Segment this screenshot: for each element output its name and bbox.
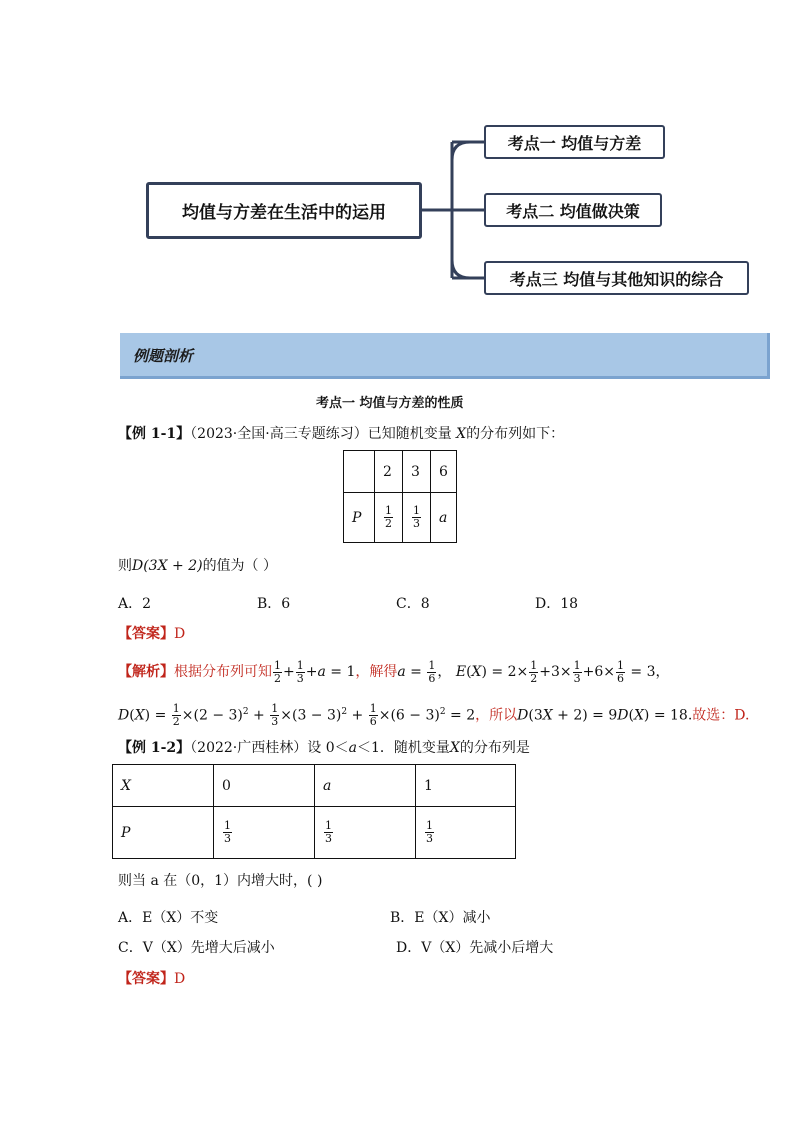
ex2-option-c: C．V（X）先增大后减小	[118, 940, 275, 956]
ex2-question: 则当 a 在（0，1）内增大时，( )	[118, 873, 323, 889]
ex1-question: 则D(3X + 2)的值为（ ）	[118, 558, 278, 574]
ex1-rest: 的分布列如下：	[466, 426, 565, 442]
ex1-option-a: A．2	[118, 596, 152, 612]
ex1-statement	[118, 424, 564, 444]
ex2-option-a: A．E（X）不变	[118, 910, 219, 926]
ex1-table-p1: $\frac{1}{2}$	[375, 493, 403, 543]
banner-title: 例题剖析	[133, 347, 194, 365]
ex1-table-x3: 6	[431, 451, 457, 493]
ex2-table-x1: 0	[214, 765, 315, 807]
ex2-table-p1: $\frac{1}{3}$	[214, 807, 315, 859]
ex1-table-p2: $\frac{1}{3}$	[403, 493, 431, 543]
ex1-table-corner	[344, 451, 375, 493]
ex2-table-p-label: P	[113, 807, 214, 859]
ex1-analysis-line2: D(X) = $\frac{1}{2}$ $\times(2 - 3)^2$ + $\frac{1}{3}$ $\times(3 - 3)^2$ + $\frac{1}{6}$ $\times(6 - 3)^2 = 2$，所以D(3X + 2) = 9D(X) = 18.故选：D.	[118, 702, 750, 729]
ex1-table-x2: 3	[403, 451, 431, 493]
ex1-option-c: C．8	[396, 596, 430, 612]
ex1-option-b: B．6	[257, 596, 291, 612]
ex1-distribution-table	[343, 450, 457, 543]
ex1-source: （2023·全国·高三专题练习）已知随机变量	[190, 426, 452, 442]
section-title: 考点一 均值与方差的性质	[316, 396, 464, 411]
ex2-table-x2: a	[315, 765, 416, 807]
ex1-table-p3: a	[431, 493, 457, 543]
mindmap-branch-1: 考点一 均值与方差	[484, 125, 665, 159]
ex1-table-x1: 2	[375, 451, 403, 493]
ex2-distribution-table	[112, 764, 516, 859]
ex2-option-b: B．E（X）减小	[390, 910, 491, 926]
ex1-table-p-label: P	[344, 493, 375, 543]
section-banner	[120, 333, 770, 379]
ex2-statement: 【例 1-2】（2022·广西桂林）设 0＜a＜1．随机变量X的分布列是	[118, 740, 530, 756]
ex2-answer: 【答案】D	[118, 971, 186, 987]
mindmap-branch-2: 考点二 均值做决策	[484, 193, 662, 227]
ex1-answer: 【答案】D	[118, 626, 186, 642]
ex2-option-d: D．V（X）先减小后增大	[396, 940, 554, 956]
ex1-option-d: D．18	[535, 596, 579, 612]
ex1-tag: 【例 1-1】	[118, 426, 191, 442]
ex1-question-expr: D(3X + 2)	[132, 558, 203, 574]
ex1-var: X	[456, 426, 467, 442]
ex2-table-p2: $\frac{1}{3}$	[315, 807, 416, 859]
mindmap-branch-3: 考点三 均值与其他知识的综合	[484, 261, 749, 295]
ex2-tag: 【例 1-2】	[118, 740, 191, 756]
ex2-table-x-label: X	[113, 765, 214, 807]
ex2-table-p3: $\frac{1}{3}$	[416, 807, 516, 859]
ex1-analysis-line1: 【解析】根据分布列可知 $\frac{1}{2}$ + $\frac{1}{3}$ +a = 1，解得a = $\frac{1}{6}$ ， E(X) = 2× $\frac{1}{2}$ +3× $\frac{1}{3}$ +6× $\frac{1}{6}$ = 3，	[118, 658, 670, 685]
ex2-table-x3: 1	[416, 765, 516, 807]
mindmap-main-node: 均值与方差在生活中的运用	[146, 182, 422, 239]
